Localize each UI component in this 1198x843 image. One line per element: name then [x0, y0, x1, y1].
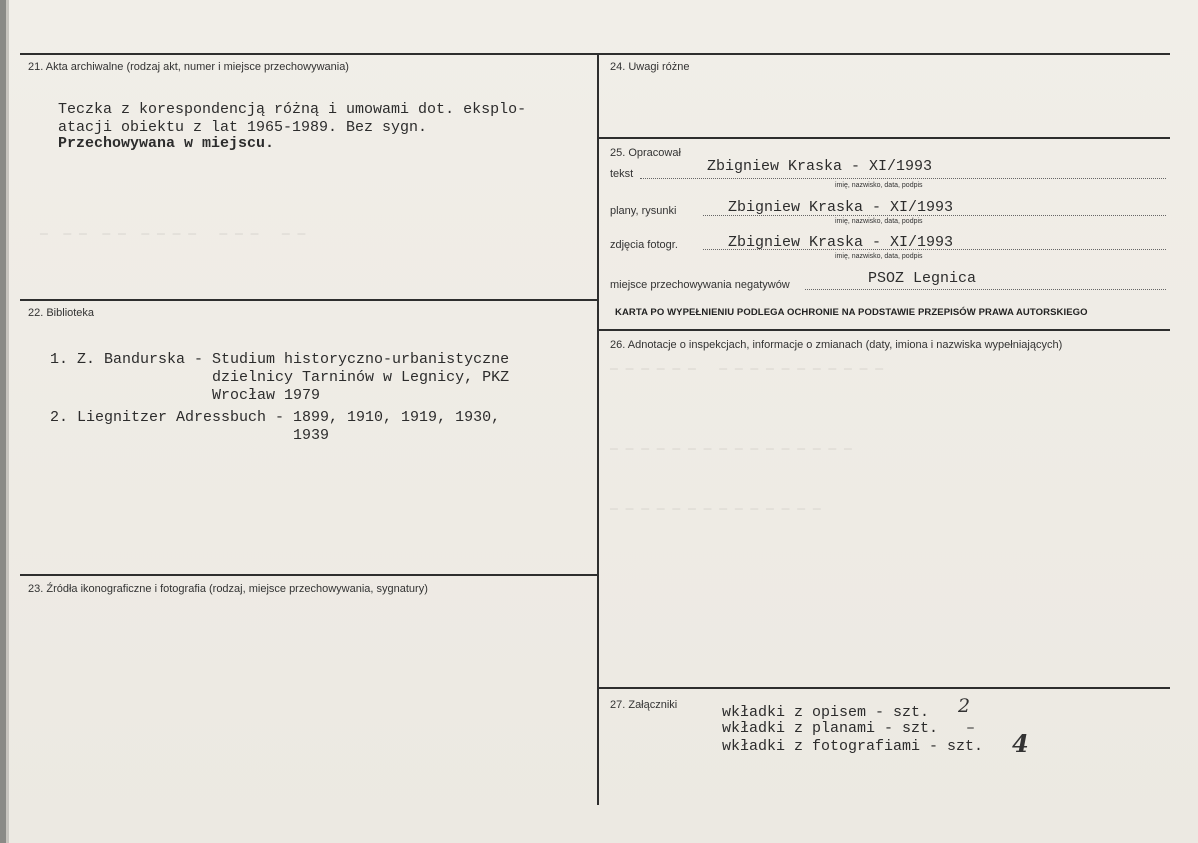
plans-author-label: plany, rysunki — [610, 205, 677, 217]
section-27-label: 27. Załączniki — [610, 699, 678, 711]
negatives-value: PSOZ Legnica — [868, 270, 977, 287]
archive-text-line: Przechowywana w miejscu. — [58, 135, 275, 152]
section-26-label: 26. Adnotacje o inspekcjach, informacje o zmianach (daty, imiona i nazwiska wypełniających) — [610, 339, 1063, 351]
attachment-foto-count: 4 — [1012, 729, 1029, 758]
section-24-label: 24. Uwagi różne — [610, 61, 690, 73]
photos-author-label: zdjęcia fotogr. — [610, 239, 678, 251]
bibliography-line: 1. Z. Bandurska - Studium historyczno-urbanistyczne — [50, 351, 510, 368]
section-21-label: 21. Akta archiwalne (rodzaj akt, numer i miejsce przechowywania) — [28, 61, 349, 73]
photos-author-value: Zbigniew Kraska - XI/1993 — [728, 234, 954, 251]
archive-text-line: atacji obiektu z lat 1965-1989. Bez sygn. — [58, 119, 428, 136]
divider-25-26 — [598, 329, 1170, 331]
text-author-line — [640, 178, 1166, 179]
bibliography-line: dzielnicy Tarninów w Legnicy, PKZ — [50, 369, 510, 386]
text-author-caption: imię, nazwisko, data, podpis — [835, 182, 923, 189]
center-divider — [597, 53, 599, 805]
attachment-opis-count: 2 — [958, 695, 971, 717]
section-25-label: 25. Opracował — [610, 147, 681, 159]
attachment-plany: wkładki z planami - szt. — [722, 720, 939, 737]
archive-text-line: Teczka z korespondencją różną i umowami dot. eksplo- — [58, 101, 527, 118]
attachment-foto: wkładki z fotografiami - szt. — [722, 738, 984, 755]
divider-26-27 — [598, 687, 1170, 689]
bibliography-line: 1939 — [50, 427, 330, 444]
card-edge-shadow — [6, 0, 9, 843]
negatives-label: miejsce przechowywania negatywów — [610, 279, 790, 291]
text-author-value: Zbigniew Kraska - XI/1993 — [707, 158, 933, 175]
section-23-label: 23. Źródła ikonograficzne i fotografia (rodzaj, miejsce przechowywania, sygnatury) — [28, 583, 428, 595]
top-border — [20, 53, 1170, 55]
divider-22-23 — [20, 574, 598, 576]
copyright-note: KARTA PO WYPEŁNIENIU PODLEGA OCHRONIE NA PODSTAWIE PRZEPISÓW PRAWA AUTORSKIEGO — [615, 307, 1088, 318]
plans-author-caption: imię, nazwisko, data, podpis — [835, 218, 923, 225]
divider-21-22 — [20, 299, 598, 301]
bibliography-line: Wrocław 1979 — [50, 387, 321, 404]
text-author-label: tekst — [610, 168, 634, 180]
attachment-opis: wkładki z opisem - szt. — [722, 704, 930, 721]
bleed-through-text: ─ ─ ─ ─ ─ ─ ─ ─ ─ ─ ─ ─ ─ ─ ─ ─ — [610, 442, 852, 457]
photos-author-caption: imię, nazwisko, data, podpis — [835, 253, 923, 260]
section-22-label: 22. Biblioteka — [28, 307, 95, 319]
bleed-through-text: ─ ─ ─ ─ ─ ─ ─ ─ ─ ─ ─ ─ ─ ─ — [610, 502, 821, 517]
plans-author-value: Zbigniew Kraska - XI/1993 — [728, 199, 954, 216]
attachment-plany-count: – — [966, 720, 976, 737]
negatives-line — [805, 289, 1166, 290]
bleed-through-text: ─ ─ ─ ─ ─ ─ ─ ─ ─ ─ ─ ─ ─ ─ — [40, 227, 306, 242]
bleed-through-text: ─ ─ ─ ─ ─ ─ ─ ─ ─ ─ ─ ─ ─ ─ ─ ─ ─ — [610, 362, 884, 377]
bibliography-line: 2. Liegnitzer Adressbuch - 1899, 1910, 1919, 1930, — [50, 409, 501, 426]
divider-24-25 — [598, 137, 1170, 139]
